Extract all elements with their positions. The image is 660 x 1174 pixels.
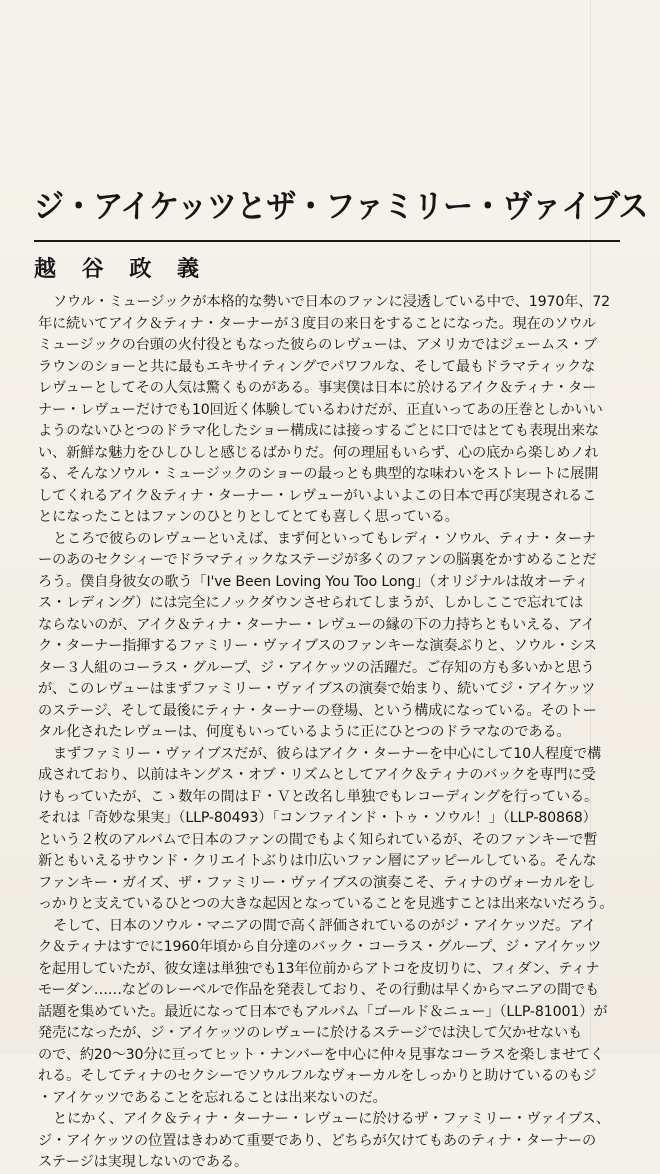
body-line: けもっていたが、こゝ数年の間はＦ・Ｖと改名し単独でもレコーディングを行っている。	[38, 788, 599, 805]
body-line: が、このレヴューはまずファミリー・ヴァイブスの演奏で始まり、続いてジ・アイケッツ	[38, 681, 596, 697]
body-line: い、新鮮な魅力をひしひしと感じるばかりだ。何の理屈もいらず、心の底から楽しめノれ	[38, 444, 599, 461]
body-line: ラウンのショーと共に最もエキサイティングでパワフルな、そして最もドラマティックな	[38, 358, 596, 375]
body-line: してくれるアイク＆ティナ・ターナー・レヴューがいよいよこの日本で再び実現されるこ	[38, 487, 597, 504]
body-line: そして、日本のソウル・マニアの間で高く評価されているのがジ・アイケッツだ。アイ	[53, 917, 596, 934]
body-line: のステージ、そして最後にティナ・ターナーの登場、という構成になっている。そのトー	[38, 702, 597, 719]
body-line: ファンキー・ガイズ、ザ・ファミリー・ヴァイブスの演奏こそ、ティナのヴォーカルをし	[38, 874, 596, 891]
article-title: ジ・アイケッツとザ・ファミリー・ヴァイブス	[34, 187, 648, 225]
body-line: ナー・レヴューだけでも10回近く体験しているわけだが、正直いってあの圧巻としかいい	[38, 401, 603, 418]
body-line: ク＆ティナはすでに1960年頃から自分達のバック・コーラス・グループ、ジ・アイケッツ	[38, 939, 602, 955]
body-line: ソウル・ミュージックが本格的な勢いで日本のファンに浸透している中で、1970年、72	[53, 294, 611, 310]
body-line: ス・レディング）には完全にノックダウンさせられてしまうが、しかしここで忘れては	[38, 595, 584, 611]
body-line: 発売になったが、ジ・アイケッツのレヴューに於けるステージでは決して欠かせないも	[38, 1025, 583, 1041]
body-line: ジ・アイケッツの位置はきわめて重要であり、どちらが欠けてもあのティナ・ターナーの	[38, 1132, 597, 1149]
body-line: ところで彼らのレヴューといえば、まず何といってもレディ・ソウル、ティナ・ターナ	[53, 530, 596, 547]
body-line: 成されており、以前はキングス・オブ・リズムとしてアイク＆ティナのバックを専門に受	[38, 767, 596, 783]
body-line: っかりと支えているひとつの大きな起因となっていることを見逃すことは出来ないだろう。	[38, 896, 614, 912]
body-line: 年に続いてアイク＆ティナ・ターナーが３度目の来日をすることになった。現在のソウル	[38, 315, 597, 332]
body-line: まずファミリー・ヴァイブスだが、彼らはアイク・ターナーを中心にして10人程度で構	[53, 745, 602, 762]
body-line: タル化されたレヴューは、何度もいっているように正にひとつのドラマなのである。	[38, 724, 571, 740]
body-line: ク・ターナー指揮するファミリー・ヴァイブスのファンキーな演奏ぶりと、ソウル・シス	[38, 638, 597, 654]
body-line: 話題を集めていた。最近になって日本でもアルバム「ゴールド＆ニュー」（LLP-81001）が	[38, 1003, 608, 1020]
body-line: ので、約20〜30分に亘ってヒット・ナンバーを中心に仲々見事なコーラスを楽しませてく	[38, 1046, 605, 1063]
body-line: とになったことはファンのひとりとしてとても喜しく思っている。	[38, 509, 459, 525]
body-line: ミュージックの台頭の火付役ともなった彼らのレヴューは、アメリカではジェームス・ブ	[38, 337, 598, 353]
article-author: 越 谷 政 義	[34, 256, 208, 282]
body-line: ならないのが、アイク＆ティナ・ターナー・レヴューの縁の下の力持ちともいえる、アイ	[38, 616, 595, 633]
body-line: 新ともいえるサウンド・クリエイトぶりは巾広いファン層にアッピールしている。そんな	[38, 853, 597, 869]
body-line: ーのあのセクシィーでドラマティックなステージが多くのファンの脳裏をかすめることだ	[38, 552, 597, 568]
body-line: れる。そしてティナのセクシーでソウルフルなヴォーカルをしっかりと助けているのもジ	[38, 1068, 597, 1084]
title-underline	[34, 240, 620, 242]
body-line: レヴューとしてその人気は驚くものがある。事実僕は日本に於けるアイク＆ティナ・ター	[38, 380, 597, 396]
body-line: ろう。僕自身彼女の歌う「I've Been Loving You Too Long」（オリジナルは故オーティ	[38, 573, 589, 590]
body-line: それは「奇妙な果実」（LLP-80493）「コンファインド・トゥ・ソウル！」（LLP-80868）	[38, 810, 597, 826]
body-line: ステージは実現しないのである。	[38, 1154, 248, 1170]
body-line: る、そんなソウル・ミュージックのショーの最っとも典型的な味わいをストレートに展開	[38, 466, 599, 482]
body-line: ター３人組のコーラス・グループ、ジ・アイケッツの活躍だ。ご存知の方も多いかと思う	[38, 659, 595, 676]
body-line: モーダン……などのレーベルで作品を発表しており、その行動は早くからマニアの間でも	[38, 982, 600, 998]
body-line: を起用していたが、彼女達は単独でも13年位前からアトコを皮切りに、フィダン、ティナ	[38, 960, 600, 977]
article-body	[38, 292, 622, 1174]
body-line: とにかく、アイク＆ティナ・ターナー・レヴューに於けるザ・ファミリー・ヴァイブス、	[53, 1111, 610, 1127]
body-line: という２枚のアルバムで日本のファンの間でもよく知られているが、そのファンキーで暫	[38, 831, 598, 848]
body-line: ようのないひとつのドラマ化したショー構成には接っするごとに口ではとても表現出来な	[38, 423, 599, 439]
body-line: ・アイケッツであることを忘れることは出来ないのだ。	[38, 1089, 387, 1106]
